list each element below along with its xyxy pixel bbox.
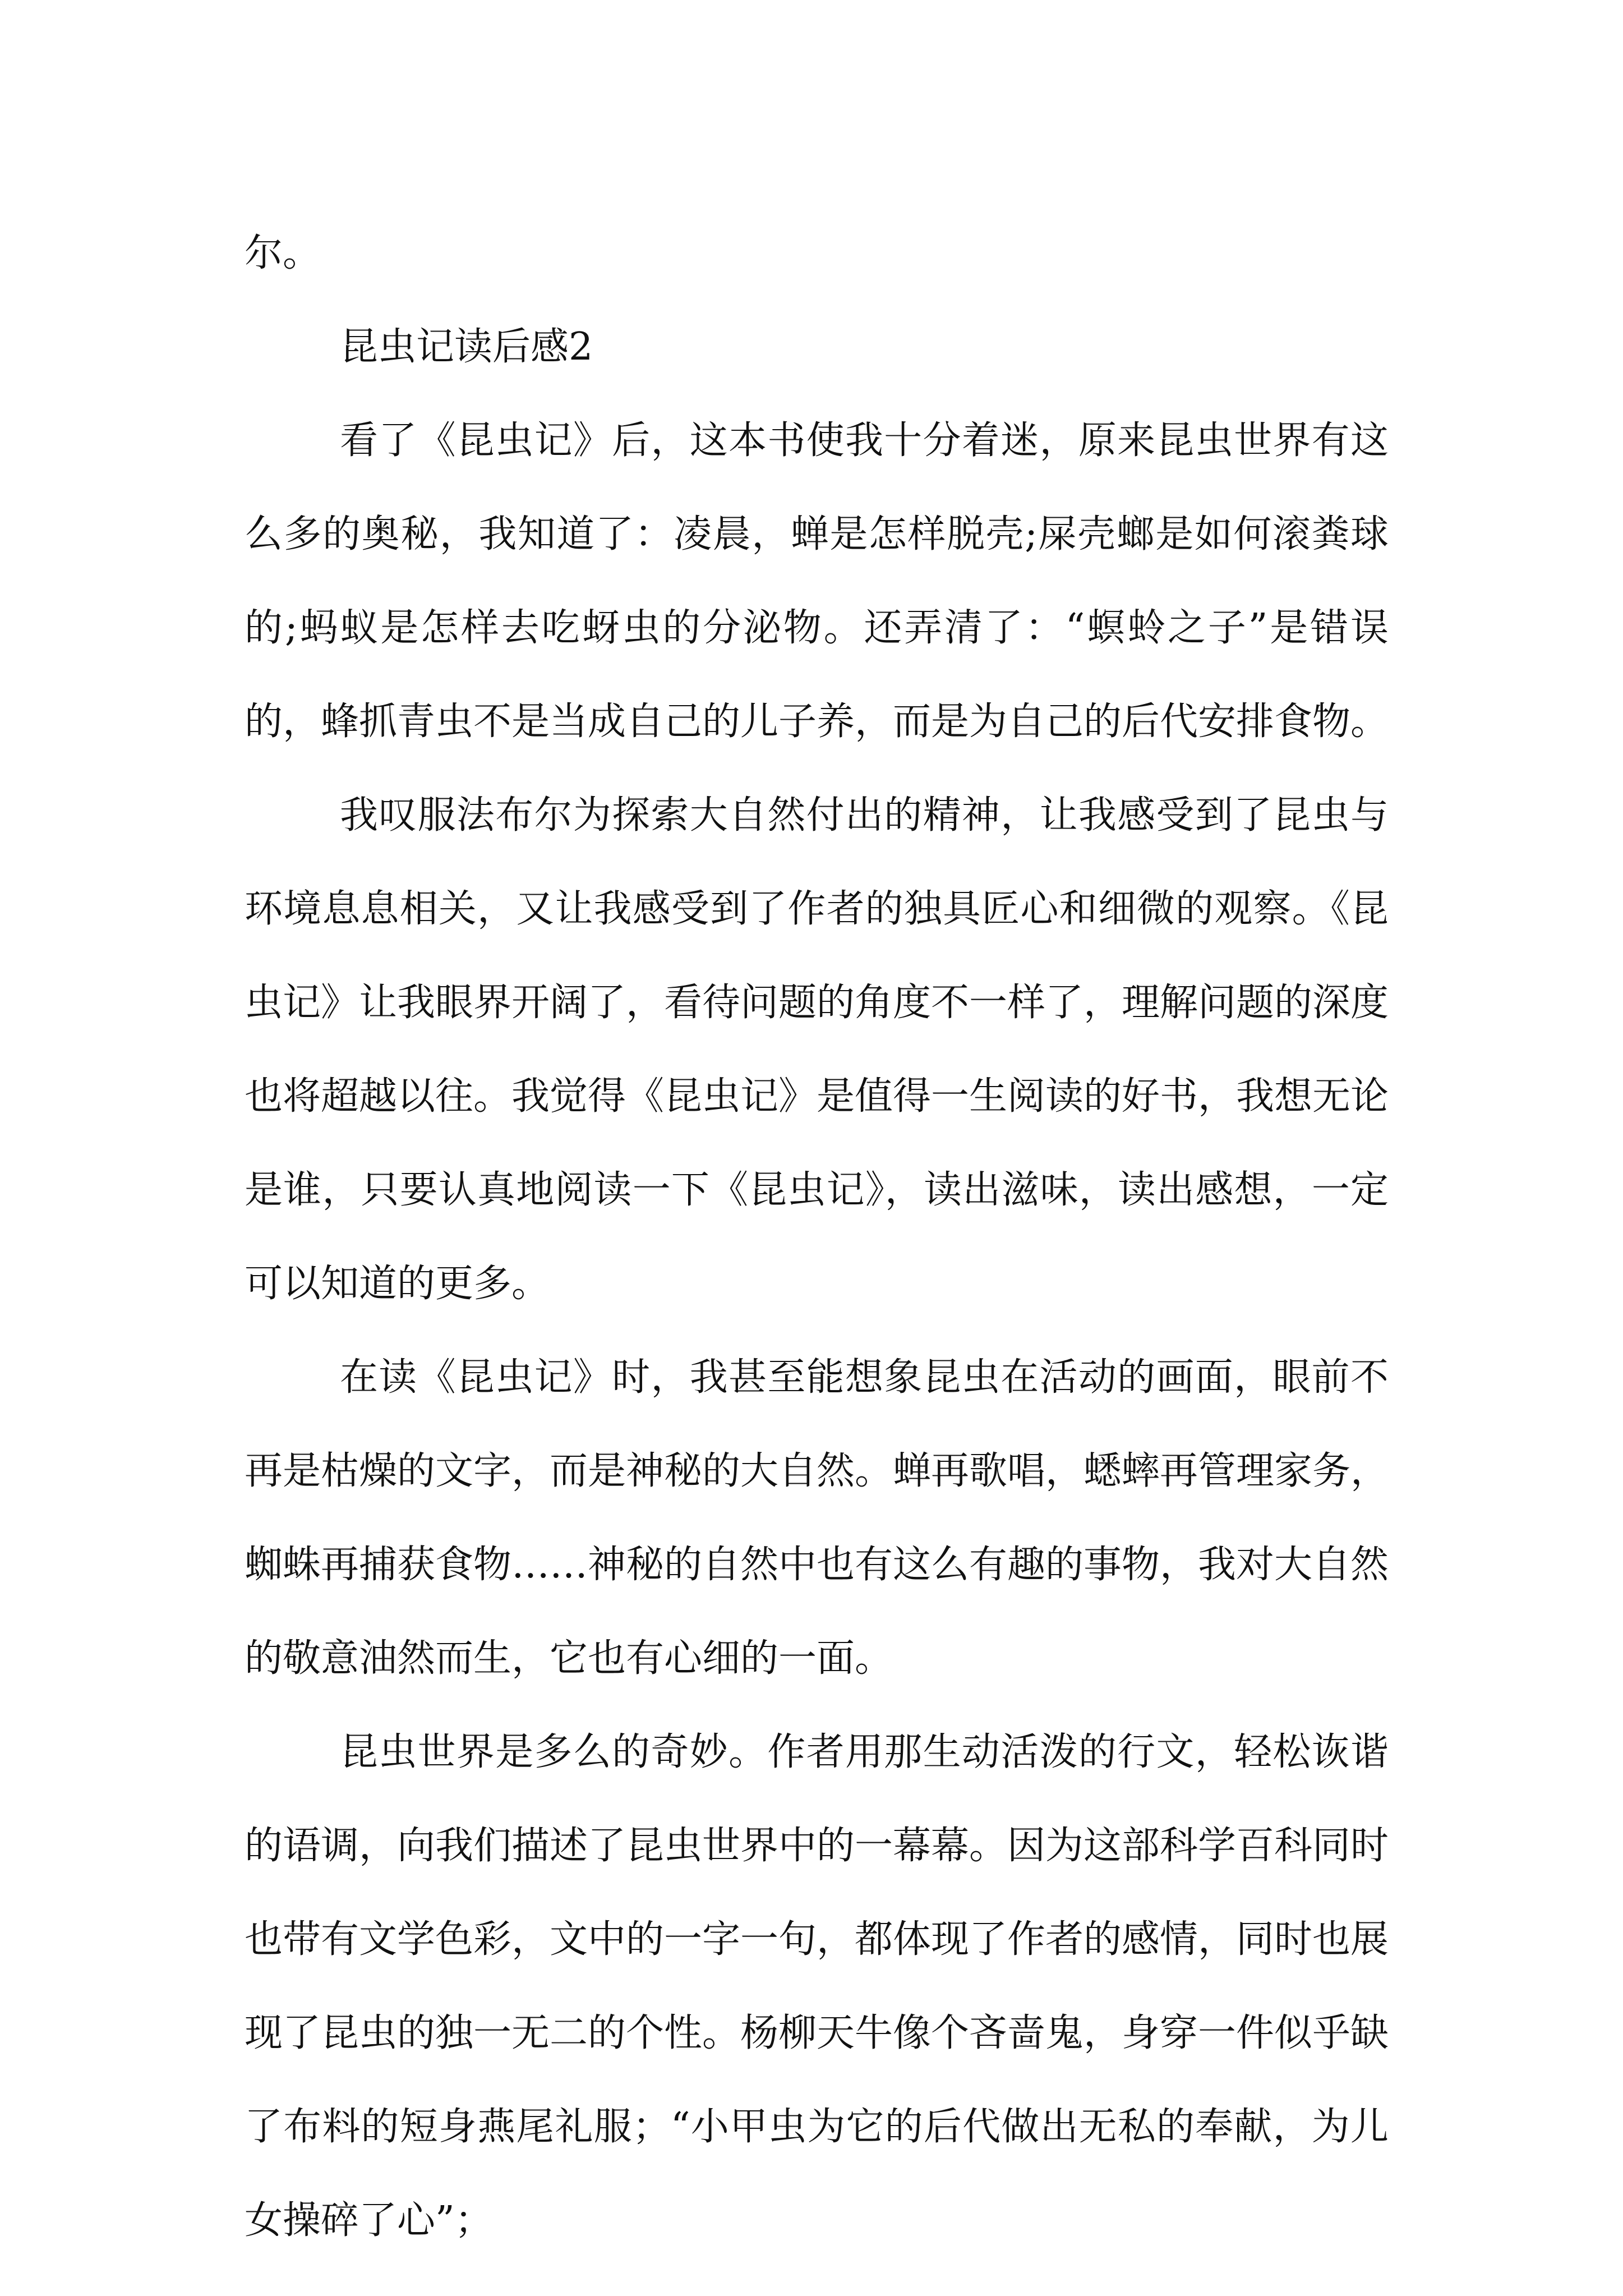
continued-text: 尔。 xyxy=(245,231,321,275)
document-body xyxy=(245,206,1389,2267)
paragraph-4: 昆虫世界是多么的奇妙。作者用那生动活泼的行文，轻松诙谐的语调，向我们描述了昆虫世界中的一幕幕。因为这部科学百科同时也带有文学色彩，文中的一字一句，都体现了作者的感情，同时也展现了昆虫的独一无二的个性。杨柳天牛像个吝啬鬼，身穿一件似乎缺了布料的短身燕尾礼服；“小甲虫为它的后代做出无私的奉献，为儿女操碎了心”； xyxy=(245,1730,1389,2243)
essay-heading: 昆虫记读后感2 xyxy=(340,325,593,369)
paragraph-3: 在读《昆虫记》时，我甚至能想象昆虫在活动的画面，眼前不再是枯燥的文字，而是神秘的大自然。蝉再歌唱，蟋蟀再管理家务，蜘蛛再捕获食物……神秘的自然中也有这么有趣的事物，我对大自然的敬意油然而生，它也有心细的一面。 xyxy=(245,1355,1389,1681)
paragraph-2: 我叹服法布尔为探索大自然付出的精神，让我感受到了昆虫与环境息息相关，又让我感受到了作者的独具匠心和细微的观察。《昆虫记》让我眼界开阔了，看待问题的角度不一样了，理解问题的深度也将超越以往。我觉得《昆虫记》是值得一生阅读的好书，我想无论是谁，只要认真地阅读一下《昆虫记》，读出滋味，读出感想，一定可以知道的更多。 xyxy=(245,793,1389,1306)
paragraph-1: 看了《昆虫记》后，这本书使我十分着迷，原来昆虫世界有这么多的奥秘，我知道了：凌晨，蝉是怎样脱壳;屎壳螂是如何滚粪球的;蚂蚁是怎样去吃蚜虫的分泌物。还弄清了：“螟蛉之子”是错误的，蜂抓青虫不是当成自己的儿子养，而是为自己的后代安排食物。 xyxy=(245,418,1389,744)
